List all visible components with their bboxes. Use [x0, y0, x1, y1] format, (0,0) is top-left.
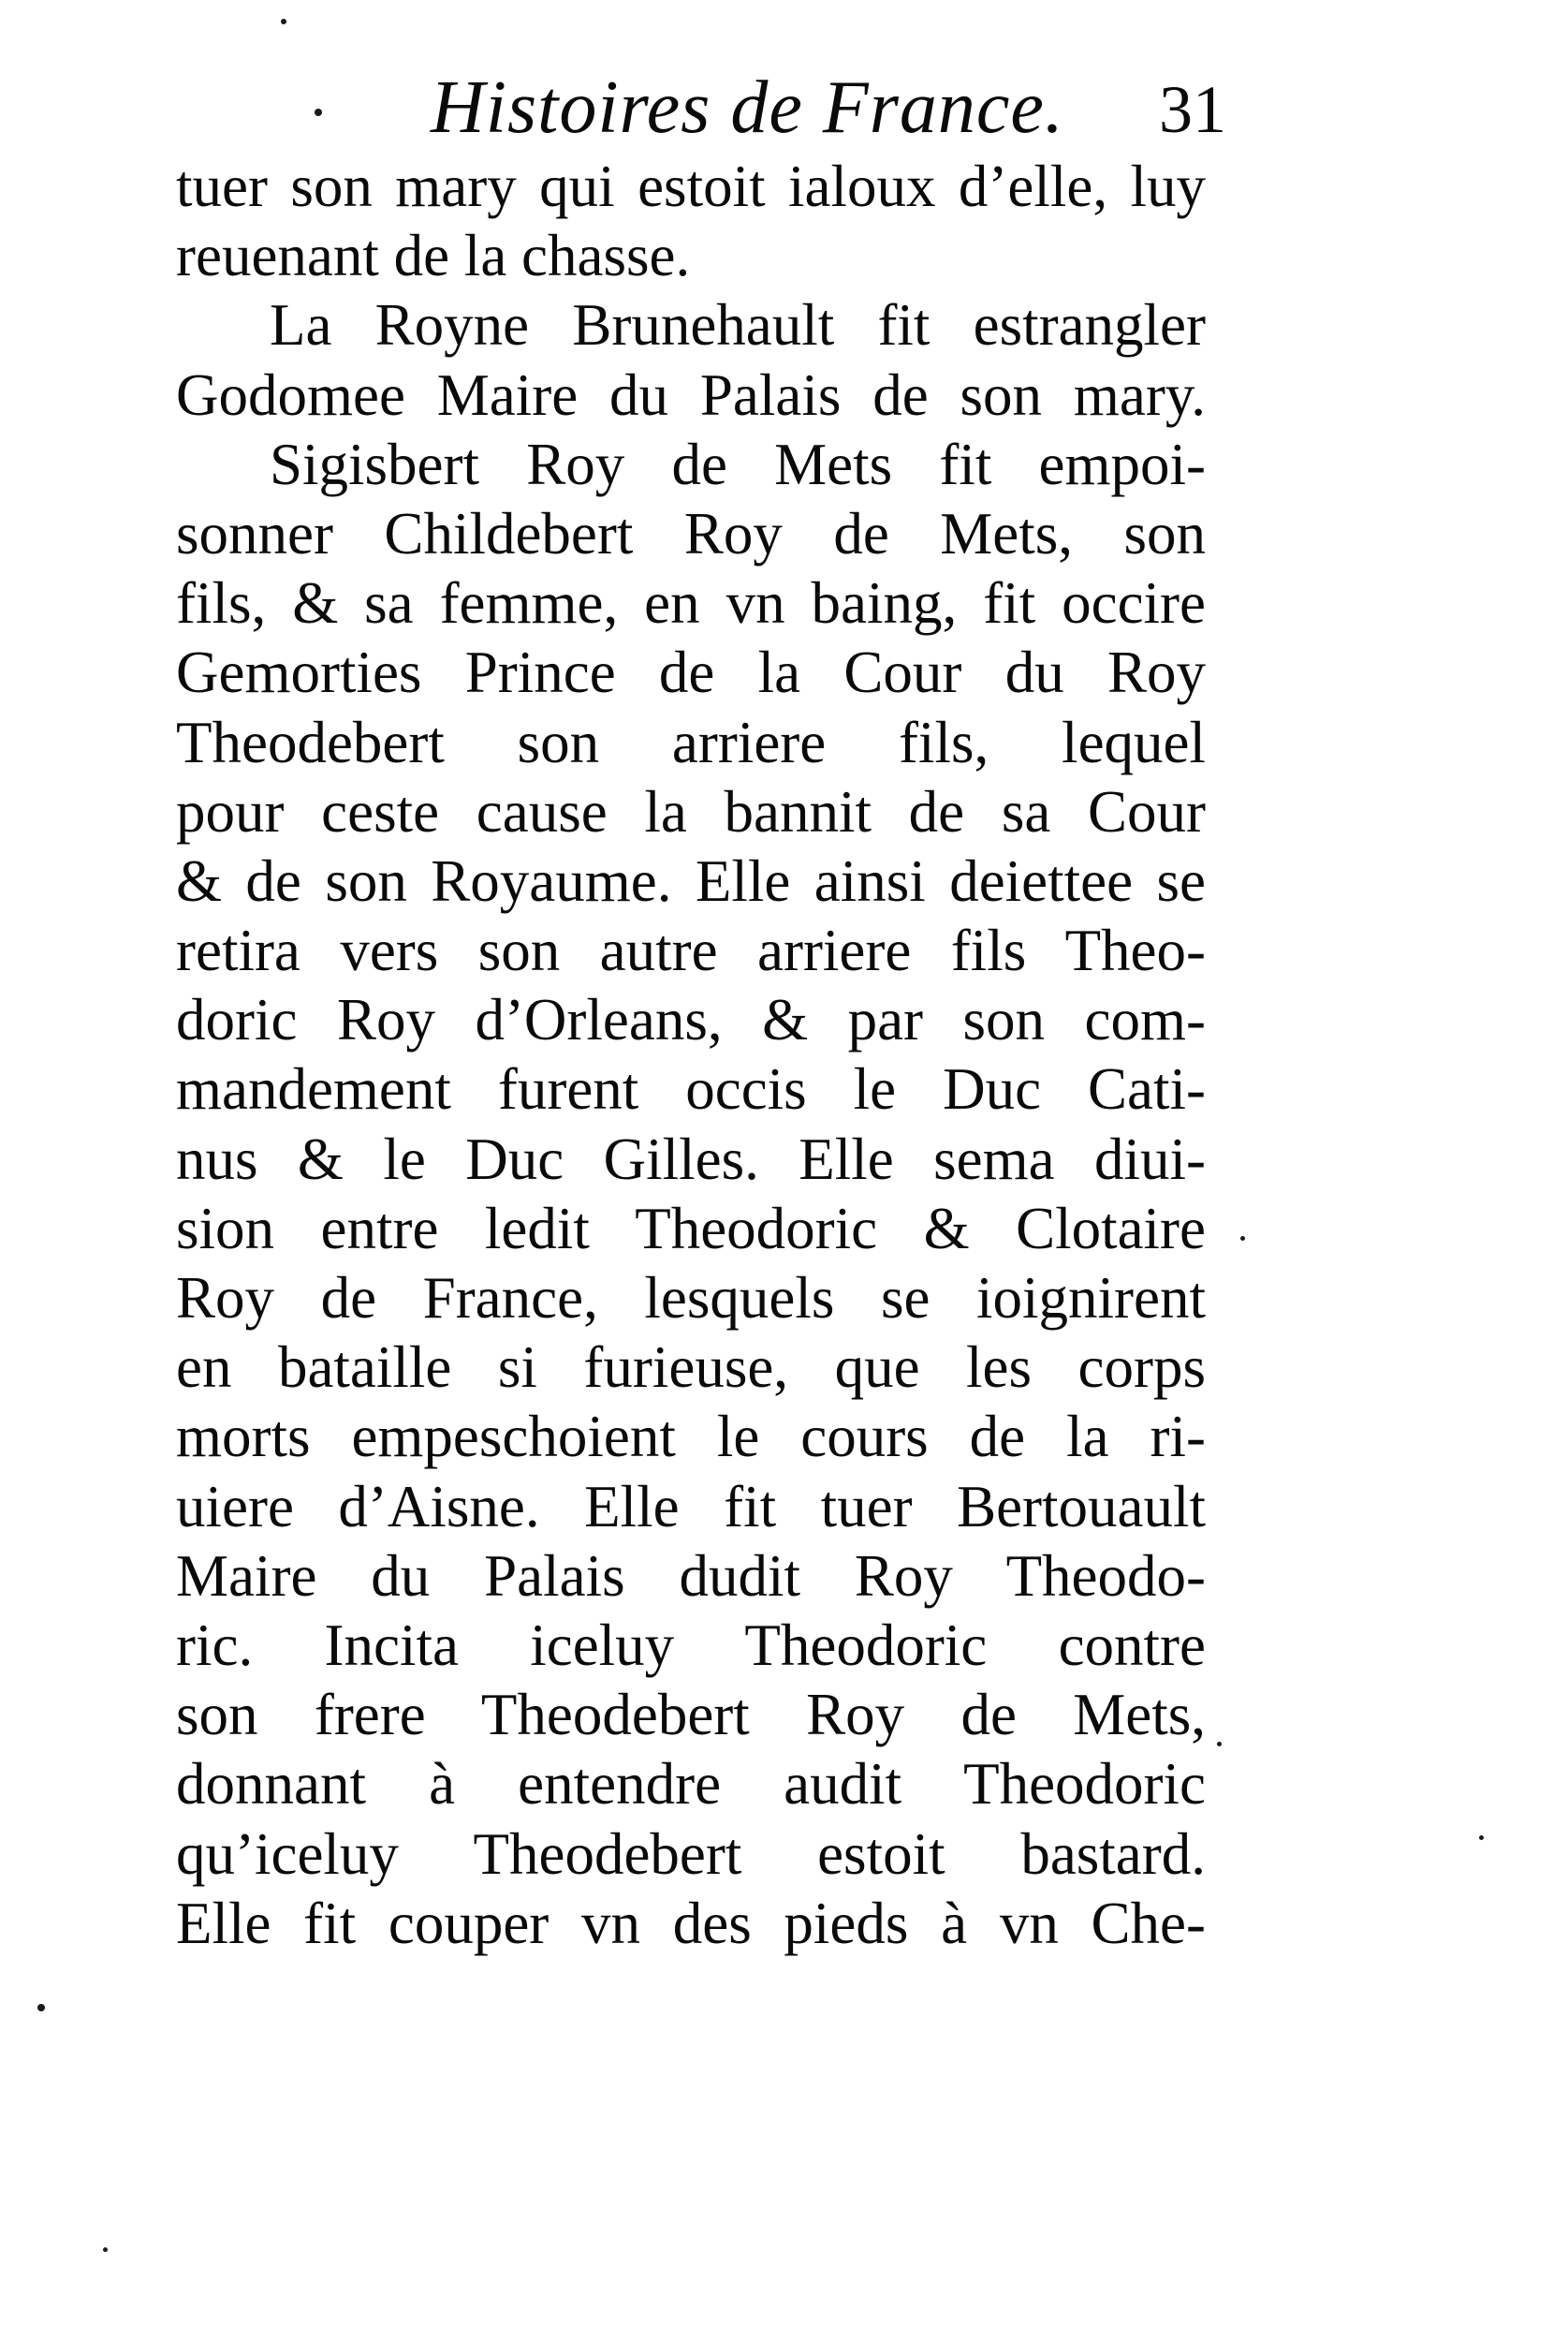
- text-line: reuenant de la chasse.: [176, 223, 691, 289]
- text-line: doric Roy d’Orleans, & par son com-: [176, 987, 1206, 1053]
- scan-speck: [1240, 1236, 1245, 1241]
- text-line: Sigisbert Roy de Mets fit empoi-: [270, 431, 1206, 497]
- running-title: Histoires de France.: [431, 66, 1064, 149]
- scan-speck: [37, 2004, 45, 2011]
- scan-speck: [281, 19, 286, 24]
- text-line: Roy de France, lesquels se ioignirent: [176, 1265, 1206, 1331]
- text-line: tuer son mary qui estoit ialoux d’elle, luy: [176, 154, 1206, 219]
- scan-speck: [315, 109, 322, 116]
- text-line: Maire du Palais dudit Roy Theodo-: [176, 1542, 1206, 1609]
- text-line: retira vers son autre arriere fils Theo-: [176, 918, 1206, 984]
- text-line: Godomee Maire du Palais de son mary.: [176, 361, 1206, 428]
- text-line: sion entre ledit Theodoric & Clotaire: [176, 1195, 1206, 1261]
- text-line: qu’iceluy Theodebert estoit bastard.: [176, 1820, 1206, 1887]
- text-line: Elle fit couper vn des pieds à vn Che-: [176, 1890, 1206, 1956]
- text-line: & de son Royaume. Elle ainsi deiettee se: [176, 847, 1206, 914]
- text-line: donnant à entendre audit Theodoric: [176, 1751, 1206, 1818]
- text-line: sonner Childebert Roy de Mets, son: [176, 500, 1206, 567]
- page-header: [309, 66, 1226, 159]
- text-line: pour ceste cause la bannit de sa Cour: [176, 778, 1206, 845]
- text-line: nus & le Duc Gilles. Elle sema diui-: [176, 1126, 1206, 1192]
- text-line: uiere d’Aisne. Elle fit tuer Bertouault: [176, 1473, 1206, 1539]
- body-text: [176, 152, 1206, 1958]
- text-line: Theodebert son arriere fils, lequel: [176, 709, 1206, 775]
- page-number: 31: [1159, 72, 1226, 147]
- text-line: Gemorties Prince de la Cour du Roy: [176, 640, 1206, 706]
- scan-speck: [1217, 1742, 1222, 1746]
- text-line: La Royne Brunehault fit estrangler: [270, 292, 1206, 359]
- text-line: en bataille si furieuse, que les corps: [176, 1334, 1206, 1401]
- scan-speck: [103, 2247, 108, 2252]
- text-line: ric. Incita iceluy Theodoric contre: [176, 1612, 1206, 1678]
- text-line: fils, & sa femme, en vn baing, fit occire: [176, 570, 1206, 637]
- text-line: son frere Theodebert Roy de Mets,: [176, 1682, 1206, 1748]
- scan-speck: [1479, 1835, 1484, 1840]
- text-line: morts empeschoient le cours de la ri-: [176, 1404, 1206, 1470]
- text-line: mandement furent occis le Duc Cati-: [176, 1056, 1206, 1123]
